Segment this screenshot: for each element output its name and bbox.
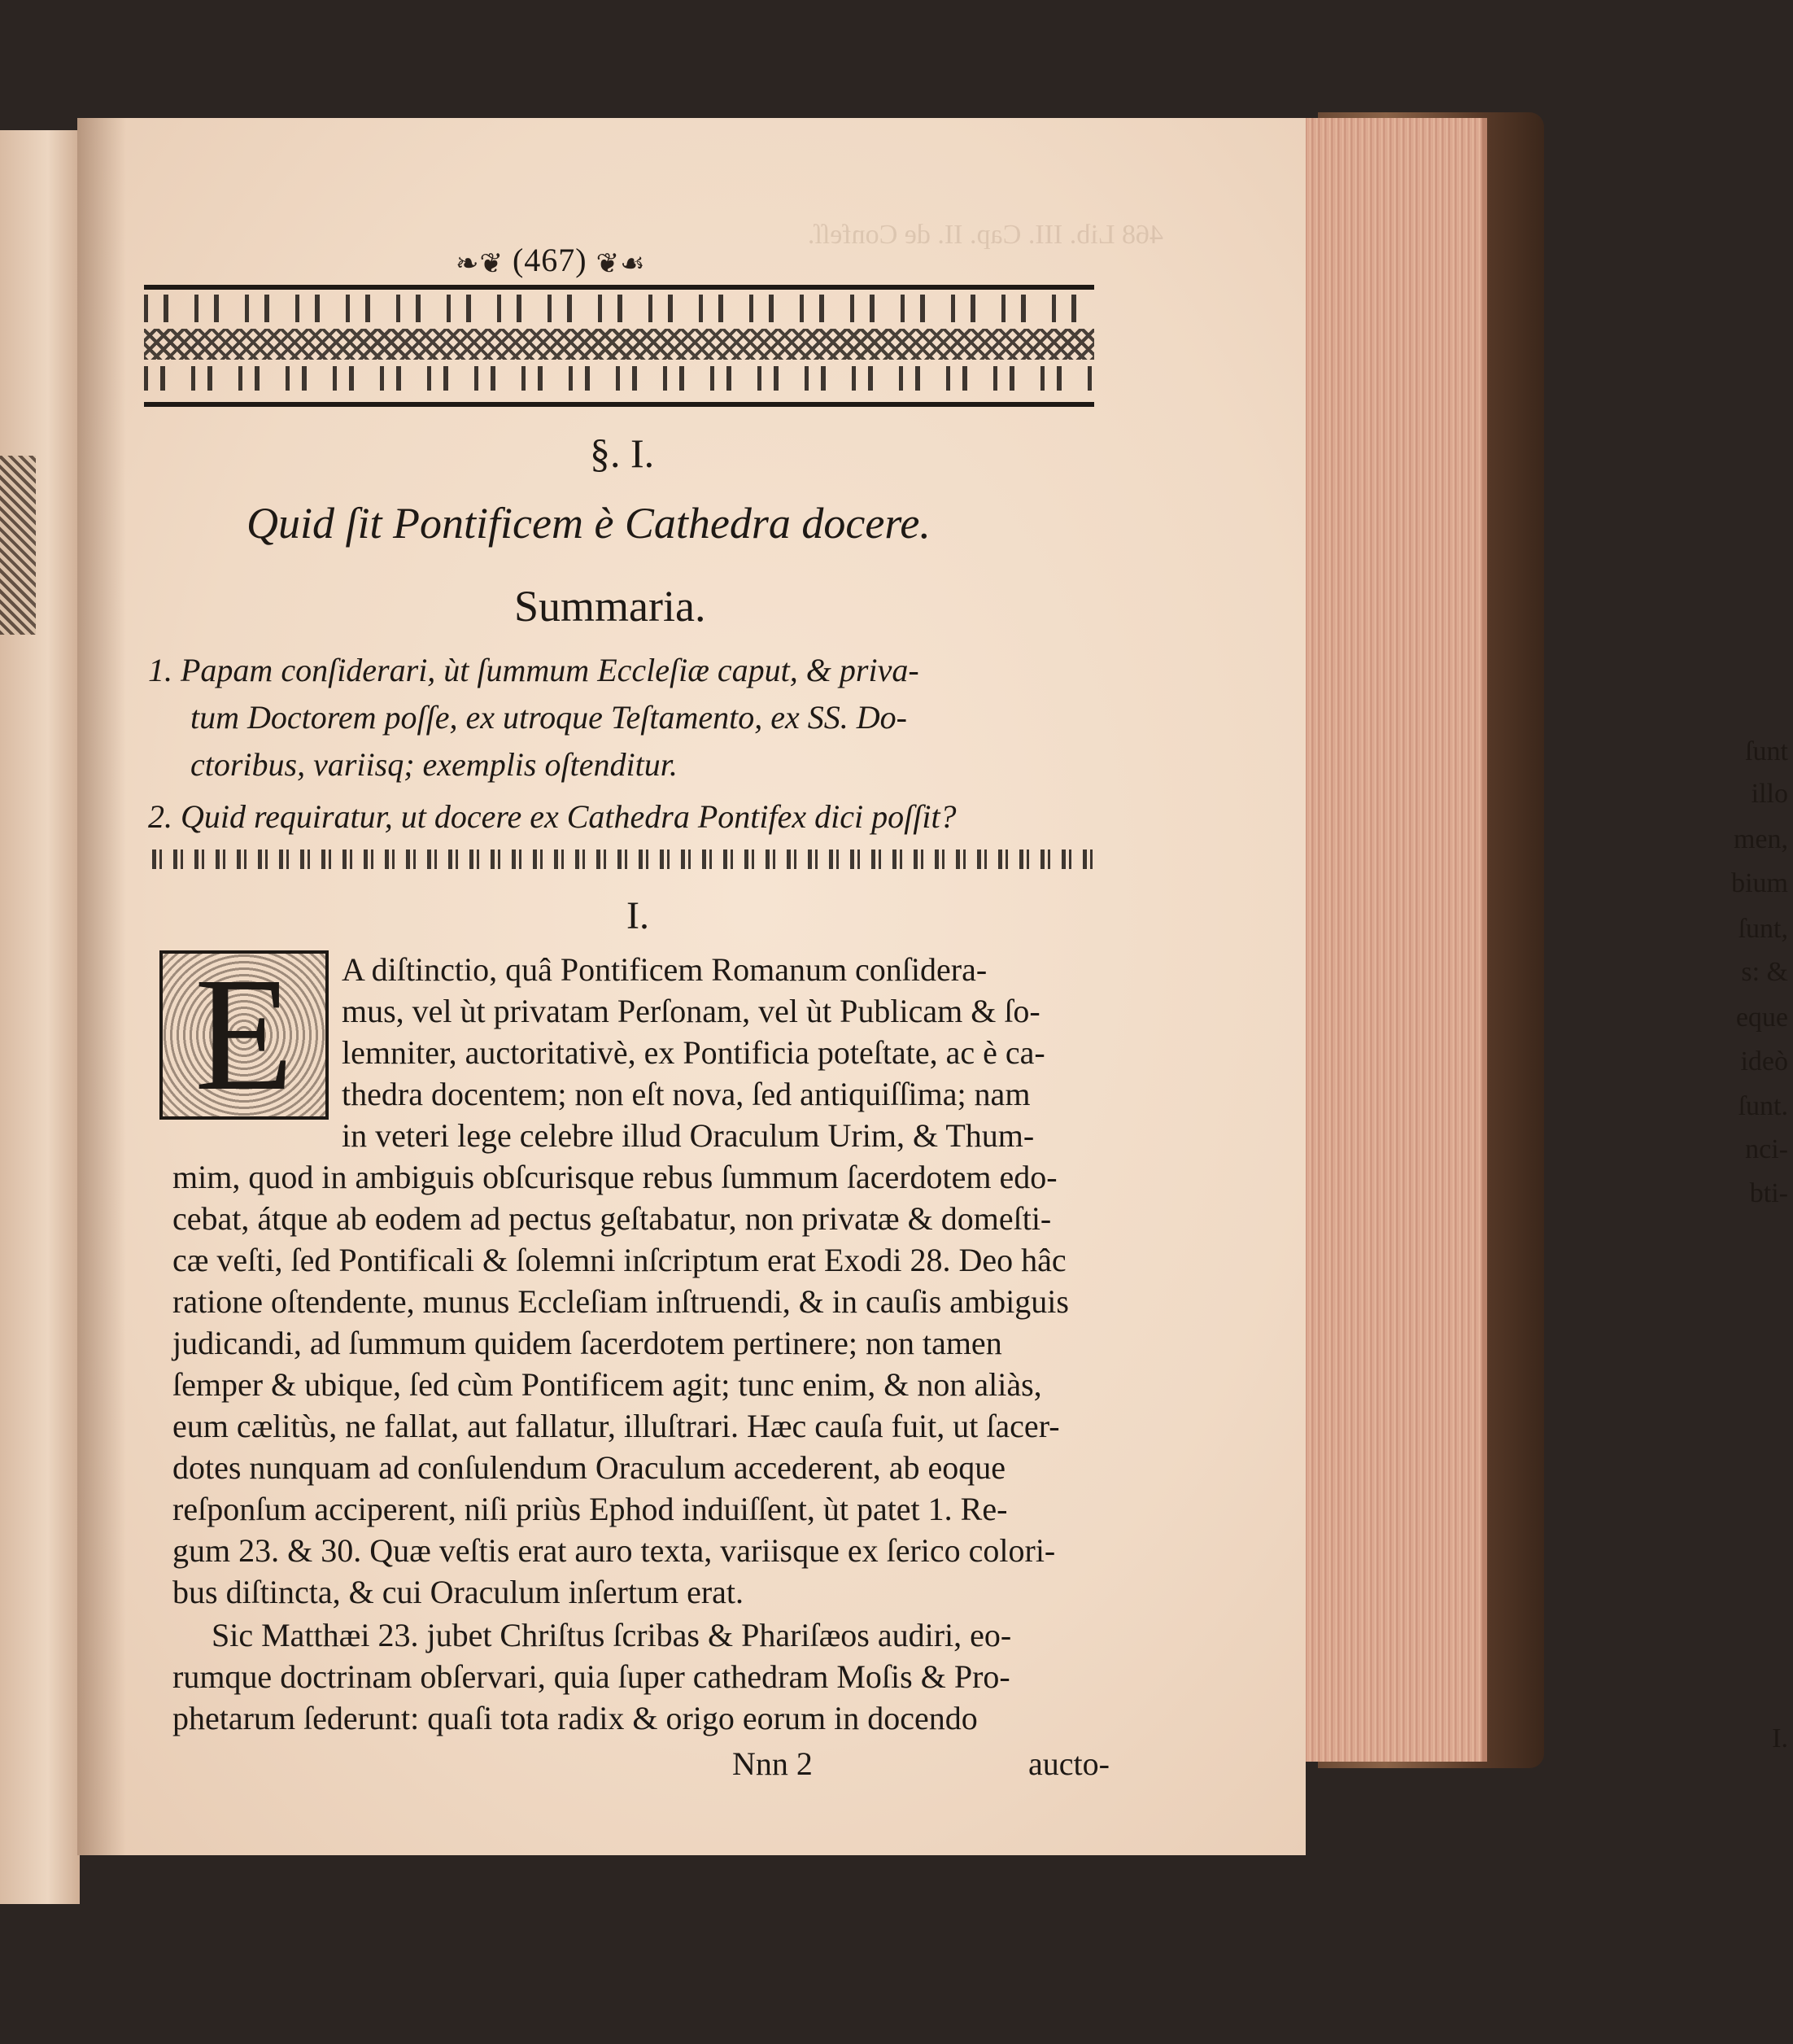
body-line: ſemper & ubique, ſed cùm Pontificem agit; tunc enim, & non aliàs, (172, 1366, 1042, 1403)
body-line: thedra docentem; non eſt nova, ſed antiquiſſima; nam (342, 1076, 1031, 1112)
left-fragment: ſunt. (1738, 1091, 1788, 1121)
left-fragment: eque (1735, 1002, 1788, 1033)
body-line: A diſtinctio, quâ Pontificem Romanum conſidera- (342, 951, 988, 988)
body-line: reſponſum acciperent, niſi priùs Ephod induiſſent, ùt patet 1. Re- (172, 1491, 1008, 1527)
body-line: cæ veſti, ſed Pontificali & ſolemni inſcriptum erat Exodi 28. Deo hâc (172, 1242, 1067, 1278)
left-fragment: ideò (1740, 1046, 1788, 1077)
left-fragment: s: & (1741, 957, 1788, 987)
body-line: judicandi, ad ſummum quidem ſacerdotem pertinere; non tamen (172, 1325, 1002, 1361)
bleed-through-header: 468 Lib. III. Cap. II. de Confeſſ. (807, 220, 1163, 250)
chapter-number: I. (626, 894, 649, 937)
headpiece-row (144, 366, 1094, 391)
catchword: aucto- (1028, 1745, 1110, 1782)
section-number: §. I. (590, 430, 655, 476)
body-line: in veteri lege celebre illud Oraculum Urim, & Thum- (342, 1117, 1035, 1154)
page-header (456, 241, 646, 280)
body-line: dotes nunquam ad conſulendum Oraculum accederent, ab eoque (172, 1449, 1006, 1486)
left-fragment: bti- (1749, 1178, 1788, 1208)
body-line: mim, quod in ambiguis obſcurisque rebus ſummum ſacerdotem edo- (172, 1159, 1058, 1195)
body-line: gum 23. & 30. Quæ veſtis erat auro texta, variisque ex ſerico colori- (172, 1532, 1056, 1569)
body-line: Sic Matthæi 23. jubet Chriſtus ſcribas & Phariſæos audiri, eo- (212, 1617, 1012, 1653)
summary-heading: Summaria. (514, 582, 706, 631)
headpiece-row (144, 329, 1094, 360)
left-fragment: ſunt, (1738, 914, 1788, 944)
left-fragment: illo (1751, 779, 1788, 809)
headpiece-row (144, 295, 1094, 322)
body-line: lemniter, auctoritativè, ex Pontificia poteſtate, ac è ca- (342, 1034, 1045, 1071)
body-line: eum cælitùs, ne fallat, aut fallatur, illuſtrari. Hæc cauſa fuit, ut ſacer- (172, 1408, 1060, 1444)
flourish-right-icon: ❦☙ (595, 248, 646, 279)
body-line: ratione oſtendente, munus Eccleſiam inſtruendi, & in cauſis ambiguis (172, 1283, 1069, 1320)
body-line: mus, vel ùt privatam Perſonam, vel ùt Publicam & ſo- (342, 993, 1040, 1029)
body-line: cebat, átque ab eodem ad pectus geſtabatur, non privatæ & domeſti- (172, 1200, 1052, 1237)
summary-item: tum Doctorem poſſe, ex utroque Teſtamento, ex SS. Do- (190, 699, 907, 736)
summary-item: 2. Quid requiratur, ut docere ex Cathedra Pontifex dici poſſit? (148, 798, 957, 835)
ornamental-headpiece (144, 285, 1094, 407)
page-number: (467) (512, 242, 587, 278)
left-fragment: nci- (1745, 1134, 1788, 1164)
decorated-initial (159, 945, 329, 1125)
ornamental-divider (152, 849, 1101, 869)
printer-signature: Nnn 2 (732, 1745, 813, 1782)
body-line: bus diſtincta, & cui Oraculum inſertum erat. (172, 1574, 744, 1610)
section-title: Quid ſit Pontificem è Cathedra docere. (246, 499, 931, 548)
summary-item: ctoribus, variisq; exemplis oſtenditur. (190, 746, 678, 783)
initial-letter: E (163, 954, 325, 1116)
body-line: phetarum ſederunt: quaſi tota radix & origo eorum in docendo (172, 1700, 978, 1736)
body-line: rumque doctrinam obſervari, quia ſuper cathedram Moſis & Pro- (172, 1658, 1010, 1695)
flourish-left-icon: ❧❦ (456, 248, 504, 279)
left-fragment: men, (1733, 824, 1788, 854)
left-fragment: I. (1772, 1723, 1788, 1754)
left-fragment: bium (1731, 868, 1788, 898)
summary-item: 1. Papam conſiderari, ùt ſummum Eccleſiæ caput, & priva- (148, 652, 919, 688)
left-fragment: ſunt (1745, 736, 1788, 766)
